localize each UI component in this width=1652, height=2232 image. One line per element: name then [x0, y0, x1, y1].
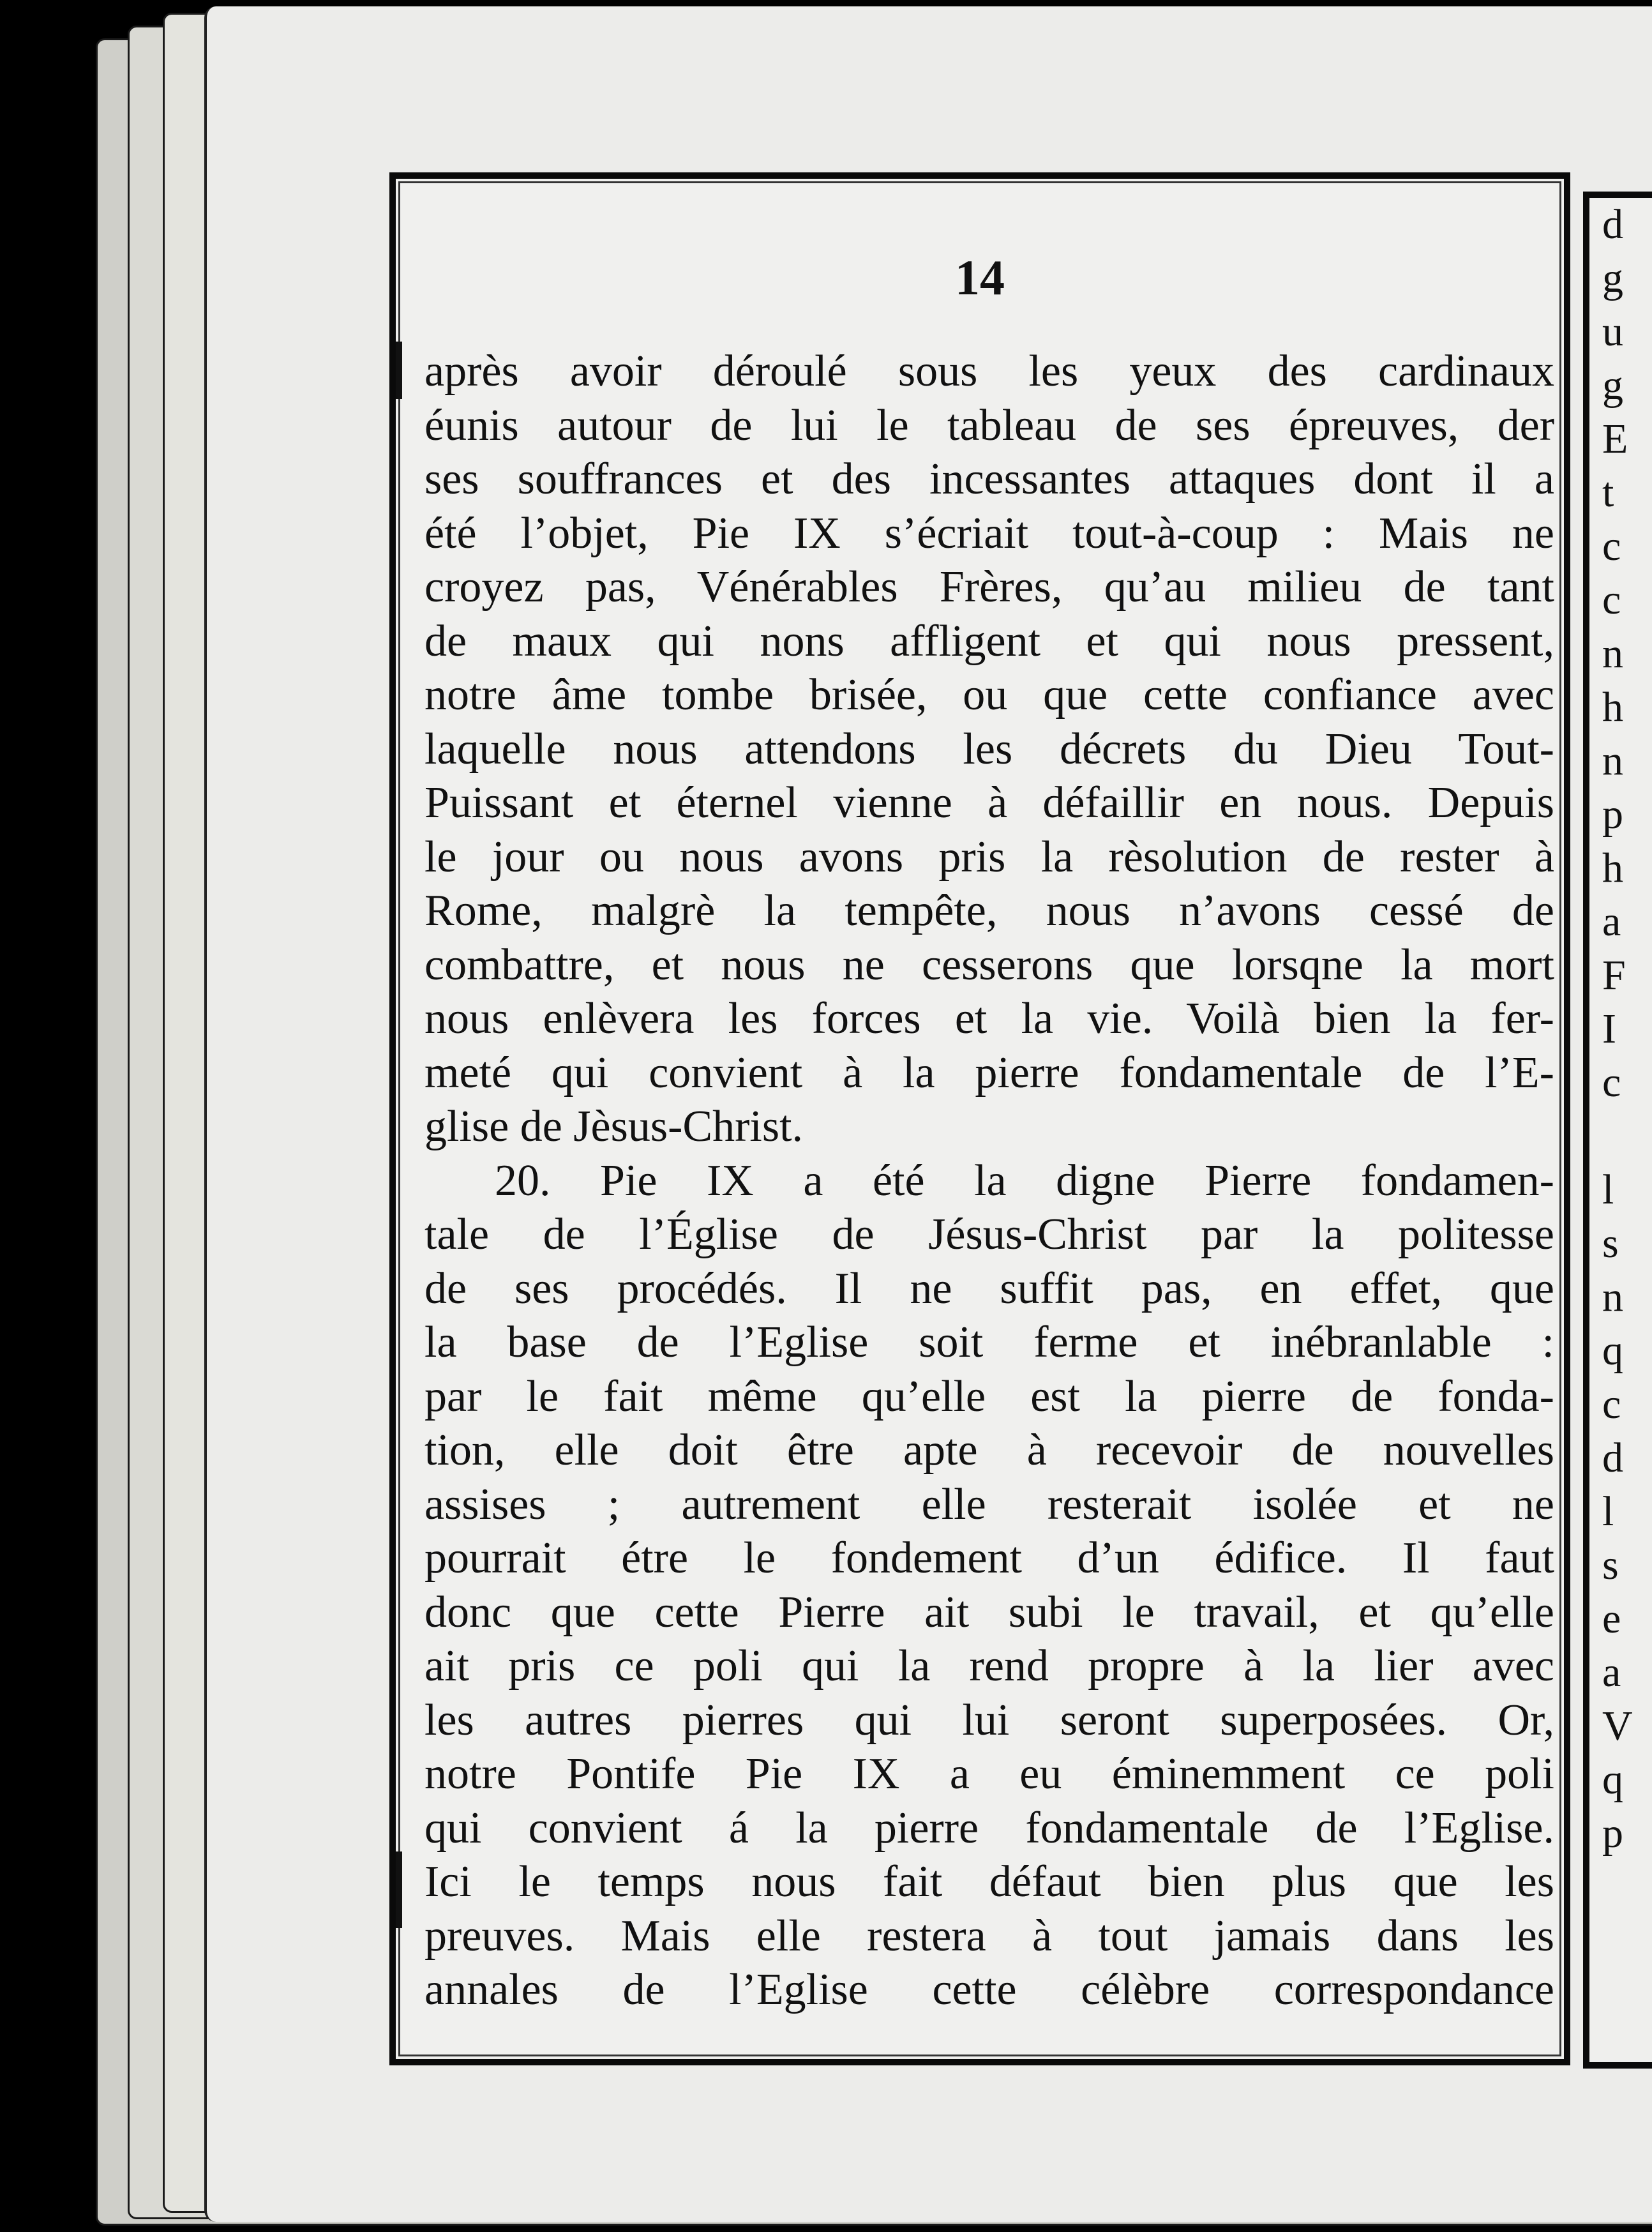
next-page-letter: n — [1602, 737, 1623, 784]
text-line: pourrait étre le fondement d’un édifice. Il faut — [424, 1534, 1554, 1583]
next-page-letter: d — [1602, 201, 1623, 248]
text-line: les autres pierres qui lui seront superposées. Or, — [424, 1695, 1554, 1745]
text-line: laquelle nous attendons les décrets du Dieu Tout- — [424, 724, 1554, 774]
next-page-letter: c — [1602, 1381, 1621, 1428]
text-line: le jour ou nous avons pris la rèsolution de rester à — [424, 832, 1554, 882]
next-page-letter: I — [1602, 1006, 1616, 1052]
text-line: tale de l’Église de Jésus-Christ par la politesse — [424, 1210, 1554, 1259]
next-page-letter: e — [1602, 1595, 1621, 1642]
text-line: meté qui convient à la pierre fondamentale de l’E- — [424, 1048, 1554, 1097]
next-page-letter: q — [1602, 1756, 1623, 1803]
next-page-letter: c — [1602, 1059, 1621, 1106]
text-line: éunis autour de lui le tableau de ses épreuves, der — [424, 400, 1554, 450]
text-line: été l’objet, Pie IX s’écriait tout-à-coup : Mais ne — [424, 508, 1554, 558]
text-line: ses souffrances et des incessantes attaques dont il a — [424, 455, 1554, 504]
next-page-letter: t — [1602, 469, 1614, 516]
next-page-letter: c — [1602, 523, 1621, 569]
next-page-letter: c — [1602, 577, 1621, 623]
text-line: Rome, malgrè la tempête, nous n’avons cessé de — [424, 886, 1554, 935]
next-page-letter: F — [1602, 952, 1626, 999]
next-page-letter: d — [1602, 1435, 1623, 1481]
next-page-letter: V — [1602, 1703, 1633, 1749]
text-line: nous enlèvera les forces et la vie. Voilà bien la fer- — [424, 994, 1554, 1043]
text-line: de ses procédés. Il ne suffit pas, en effet, que — [424, 1263, 1554, 1313]
text-line: donc que cette Pierre ait subi le travail, et qu’elle — [424, 1587, 1554, 1637]
text-line: combattre, et nous ne cesserons que lorsqne la mort — [424, 940, 1554, 990]
next-page-letters — [1589, 198, 1652, 1860]
text-line: ait pris ce poli qui la rend propre à la lier avec — [424, 1641, 1554, 1691]
next-page-letter: E — [1602, 416, 1628, 462]
next-page-letter: h — [1602, 845, 1623, 891]
next-page-letter: p — [1602, 791, 1623, 838]
text-line: après avoir déroulé sous les yeux des cardinaux — [424, 347, 1554, 396]
next-page-letter: s — [1602, 1542, 1619, 1588]
next-page-letter: n — [1602, 1274, 1623, 1320]
text-frame — [389, 172, 1570, 2065]
next-page-letter: n — [1602, 630, 1623, 677]
text-line: assises ; autrement elle resterait isolée et ne — [424, 1479, 1554, 1529]
next-page-letter: l — [1602, 1488, 1614, 1535]
next-page-letter: h — [1602, 684, 1623, 730]
next-page-letter: q — [1602, 1327, 1623, 1374]
text-line: par le fait même qu’elle est la pierre de fonda- — [424, 1371, 1554, 1421]
text-line: Puissant et éternel vienne à défaillir en nous. Depuis — [424, 778, 1554, 827]
text-line: glise de Jèsus-Christ. — [424, 1102, 804, 1151]
text-line: 20. Pie IX a été la digne Pierre fondamen- — [495, 1156, 1554, 1205]
next-page-fragment — [1583, 192, 1652, 2069]
next-page-letter: u — [1602, 308, 1623, 355]
body-text — [424, 345, 1554, 2017]
margin-mark — [396, 342, 402, 399]
next-page-letter: g — [1602, 255, 1623, 301]
text-line: notre âme tombe brisée, ou que cette confiance avec — [424, 670, 1554, 720]
next-page-letter: s — [1602, 1220, 1619, 1267]
text-line: qui convient á la pierre fondamentale de l’Eglise. — [424, 1803, 1554, 1853]
text-line: preuves. Mais elle restera à tout jamais dans les — [424, 1911, 1554, 1961]
text-line: croyez pas, Vénérables Frères, qu’au milieu de tant — [424, 562, 1554, 612]
next-page-letter: g — [1602, 362, 1623, 409]
text-line: tion, elle doit être apte à recevoir de nouvelles — [424, 1426, 1554, 1475]
text-line: la base de l’Eglise soit ferme et inébranlable : — [424, 1318, 1554, 1367]
page-number: 14 — [955, 250, 1005, 305]
next-page-letter: a — [1602, 1649, 1621, 1696]
text-line: Ici le temps nous fait défaut bien plus que les — [424, 1857, 1554, 1906]
margin-mark — [396, 1851, 402, 1928]
text-line: annales de l’Eglise cette célèbre correspondance — [424, 1965, 1554, 2014]
next-page-letter: a — [1602, 898, 1621, 945]
next-page-letter: p — [1602, 1810, 1623, 1857]
next-page-letter — [1589, 1110, 1652, 1163]
next-page-letter: l — [1602, 1166, 1614, 1213]
text-line: de maux qui nons affligent et qui nous pressent, — [424, 616, 1554, 666]
text-line: notre Pontife Pie IX a eu éminemment ce poli — [424, 1749, 1554, 1798]
